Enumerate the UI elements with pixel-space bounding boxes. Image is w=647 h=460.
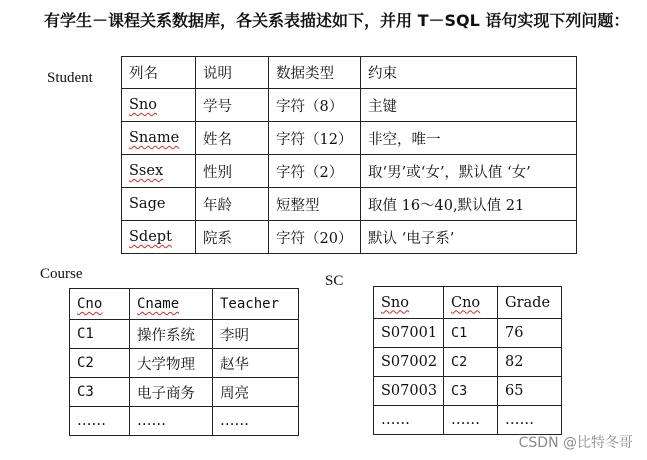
sc-row [374, 406, 562, 435]
course-cell: …… [213, 407, 299, 436]
sc-cell: S07003 [374, 377, 444, 406]
student-cell: 学号 [196, 89, 269, 122]
sc-cell: S07002 [374, 348, 444, 377]
page-heading: 有学生－课程关系数据库，各关系表描述如下，并用 T－SQL 语句实现下列问题： [44, 11, 630, 30]
sc-cell: 76 [498, 319, 562, 348]
course-header-cell: Teacher [213, 289, 299, 320]
student-table-label: Student [47, 70, 93, 86]
course-row [70, 349, 299, 378]
student-cell: 字符（12） [269, 122, 361, 155]
sc-cell: …… [444, 406, 498, 435]
student-cell: 字符（2） [269, 155, 361, 188]
sc-cell: …… [498, 406, 562, 435]
sc-cell: C3 [444, 377, 498, 406]
student-cell: 取‘男’或‘女’，默认值 ‘女’ [361, 155, 577, 188]
student-cell: 字符（20） [269, 221, 361, 254]
student-header-cell: 列名 [122, 57, 196, 89]
course-header-cell: Cno [70, 289, 130, 320]
sc-cell: C1 [444, 319, 498, 348]
student-cell: 短整型 [269, 188, 361, 221]
student-header-cell: 说明 [196, 57, 269, 89]
course-row [70, 407, 299, 436]
sc-header-cell: Cno [444, 287, 498, 319]
sc-cell: C2 [444, 348, 498, 377]
student-cell: 取值 16～40,默认值 21 [361, 188, 577, 221]
course-cell: …… [70, 407, 130, 436]
student-header-cell: 约束 [361, 57, 577, 89]
sc-cell: …… [374, 406, 444, 435]
sc-header-row [374, 287, 562, 319]
course-table-label: Course [40, 266, 83, 282]
course-cell: …… [130, 407, 213, 436]
student-row [122, 221, 577, 254]
sc-cell: 82 [498, 348, 562, 377]
course-cell: C3 [70, 378, 130, 407]
sc-table [373, 286, 562, 435]
watermark: CSDN @比特冬哥 [518, 435, 633, 451]
student-cell: Sage [122, 188, 196, 221]
student-row [122, 89, 577, 122]
sc-table-label: SC [325, 273, 344, 289]
sc-header-cell: Sno [374, 287, 444, 319]
sc-row [374, 348, 562, 377]
student-header-row [122, 57, 577, 89]
course-cell: 赵华 [213, 349, 299, 378]
student-row [122, 122, 577, 155]
course-header-cell: Cname [130, 289, 213, 320]
student-cell: 年龄 [196, 188, 269, 221]
sc-row [374, 377, 562, 406]
sc-cell: S07001 [374, 319, 444, 348]
course-cell: 周亮 [213, 378, 299, 407]
student-cell: 字符（8） [269, 89, 361, 122]
sc-row [374, 319, 562, 348]
course-cell: 李明 [213, 320, 299, 349]
student-cell: 姓名 [196, 122, 269, 155]
student-cell: Ssex [122, 155, 196, 188]
sc-cell: 65 [498, 377, 562, 406]
student-cell: Sname [122, 122, 196, 155]
course-cell: 大学物理 [130, 349, 213, 378]
student-cell: 性别 [196, 155, 269, 188]
student-cell: 非空，唯一 [361, 122, 577, 155]
course-row [70, 320, 299, 349]
student-cell: 院系 [196, 221, 269, 254]
student-cell: 主键 [361, 89, 577, 122]
student-header-cell: 数据类型 [269, 57, 361, 89]
student-row [122, 188, 577, 221]
student-table [121, 56, 577, 254]
student-cell: 默认 ‘电子系’ [361, 221, 577, 254]
sc-header-cell: Grade [498, 287, 562, 319]
course-table [69, 288, 299, 436]
course-cell: 操作系统 [130, 320, 213, 349]
course-cell: C2 [70, 349, 130, 378]
course-cell: C1 [70, 320, 130, 349]
course-row [70, 378, 299, 407]
student-cell: Sno [122, 89, 196, 122]
course-cell: 电子商务 [130, 378, 213, 407]
student-cell: Sdept [122, 221, 196, 254]
course-header-row [70, 289, 299, 320]
student-row [122, 155, 577, 188]
